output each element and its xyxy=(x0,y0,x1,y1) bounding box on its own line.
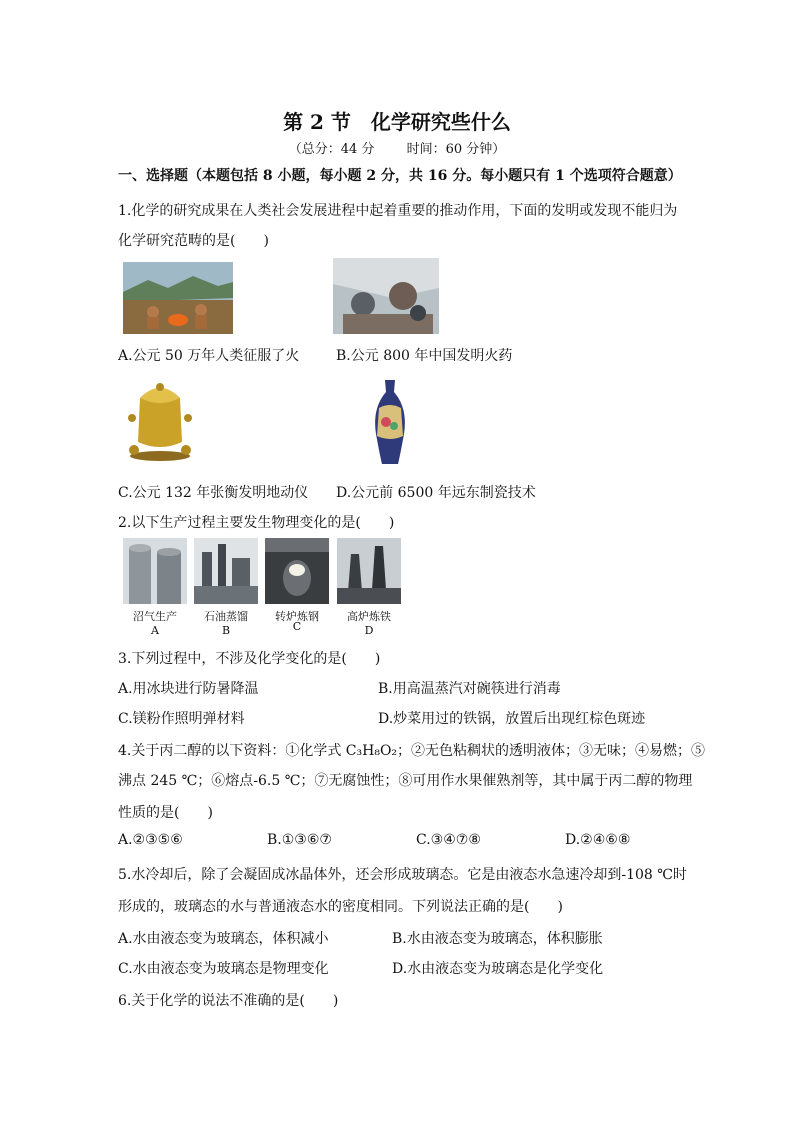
fire-photo xyxy=(123,262,233,334)
q1-option-c: C.公元 132 年张衡发明地动仪 xyxy=(118,485,309,501)
q2-stem: 2.以下生产过程主要发生物理变化的是( ) xyxy=(118,515,395,531)
q4-option-d: D.②④⑥⑧ xyxy=(565,832,631,848)
q2-caption-a: 沼气生产 xyxy=(133,610,177,623)
q2-letter-c: C xyxy=(292,620,302,633)
q5-stem-line1: 5.水冷却后，除了会凝固成冰晶体外，还会形成玻璃态。它是由液态水急速冷却到-108 ℃时 xyxy=(118,867,687,883)
q4-option-c: C.③④⑦⑧ xyxy=(416,832,481,848)
seismograph-photo xyxy=(120,378,200,464)
page-title: 第 2 节 化学研究些什么 xyxy=(283,110,511,134)
q3-stem: 3.下列过程中，不涉及化学变化的是( ) xyxy=(118,651,381,667)
q4-stem-line3: 性质的是( ) xyxy=(118,805,213,821)
q2-letter-b: B xyxy=(221,624,231,637)
q1-option-b: B.公元 800 年中国发明火药 xyxy=(336,348,513,364)
blast-furnace-photo xyxy=(337,538,401,604)
q4-option-a: A.②③⑤⑥ xyxy=(118,832,183,848)
q5-option-d: D.水由液态变为玻璃态是化学变化 xyxy=(392,961,604,977)
section-heading: 一、选择题（本题包括 8 小题，每小题 2 分，共 16 分。每小题只有 1 个选项符合题意） xyxy=(118,168,682,184)
q4-option-b: B.①③⑥⑦ xyxy=(267,832,332,848)
q1-stem-line2: 化学研究范畴的是( ) xyxy=(118,233,269,249)
q5-option-b: B.水由液态变为玻璃态，体积膨胀 xyxy=(392,931,603,947)
q3-option-d: D.炒菜用过的铁锅，放置后出现红棕色斑迹 xyxy=(378,711,646,727)
q2-letter-a: A xyxy=(151,624,159,637)
vase-photo xyxy=(370,378,410,466)
q2-caption-d: 高炉炼铁 xyxy=(347,610,391,623)
q1-option-d: D.公元前 6500 年远东制瓷技术 xyxy=(336,485,536,501)
converter-photo xyxy=(265,538,329,604)
q5-option-a: A.水由液态变为玻璃态，体积减小 xyxy=(118,931,329,947)
q2-letter-d: D xyxy=(364,624,374,637)
time-limit: 时间：60 分钟） xyxy=(406,142,506,157)
q3-option-c: C.镁粉作照明弹材料 xyxy=(118,711,245,727)
q1-stem-line1: 1.化学的研究成果在人类社会发展进程中起着重要的推动作用，下面的发明或发现不能归为 xyxy=(118,203,678,219)
q4-stem-line1: 4.关于丙二醇的以下资料：①化学式 C₃H₈O₂；②无色粘稠状的透明液体；③无味；④易燃；⑤ xyxy=(118,743,706,759)
q2-caption-b: 石油蒸馏 xyxy=(204,610,248,623)
q3-option-a: A.用冰块进行防暑降温 xyxy=(118,681,259,697)
total-score: （总分：44 分 xyxy=(288,142,375,157)
biogas-photo xyxy=(123,538,187,604)
q4-stem-line2: 沸点 245 ℃；⑥熔点-6.5 ℃；⑦无腐蚀性；⑧可用作水果催熟剂等，其中属于丙二醇的物理 xyxy=(118,773,693,789)
q1-option-a: A.公元 50 万年人类征服了火 xyxy=(118,348,300,364)
q2-caption-c: 转炉炼钢 xyxy=(275,610,319,623)
gunpowder-photo xyxy=(333,258,439,334)
exam-meta xyxy=(0,138,794,157)
q5-stem-line2: 形成的，玻璃态的水与普通液态水的密度相同。下列说法正确的是( ) xyxy=(118,899,563,915)
q5-option-c: C.水由液态变为玻璃态是物理变化 xyxy=(118,961,329,977)
distillation-photo xyxy=(194,538,258,604)
q6-stem: 6.关于化学的说法不准确的是( ) xyxy=(118,993,339,1009)
q3-option-b: B.用高温蒸汽对碗筷进行消毒 xyxy=(378,681,561,697)
